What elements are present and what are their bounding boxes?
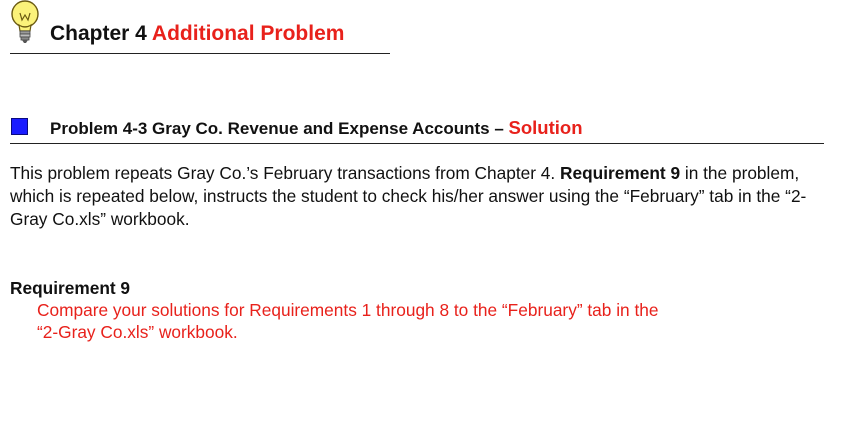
- title-accent: Additional Problem: [151, 22, 345, 45]
- requirement-body: [37, 299, 797, 343]
- lightbulb-icon: [7, 0, 43, 44]
- solution-label: Solution: [508, 117, 583, 138]
- page-title: [50, 20, 344, 48]
- intro-text-2: in the problem, which is repeated below, instructs the student to check his/her answer using the “February” tab in the “2-Gray Co.xls” workbook.: [10, 163, 807, 229]
- problem-label: Problem 4-3 Gray Co. Revenue and Expense Accounts –: [50, 119, 504, 138]
- blue-square-icon: [11, 118, 28, 135]
- requirement-line-2: “2-Gray Co.xls” workbook.: [37, 322, 238, 342]
- intro-text-1: This problem repeats Gray Co.’s February transactions from Chapter 4.: [10, 163, 561, 183]
- intro-paragraph: [10, 162, 840, 231]
- title-divider: [10, 53, 390, 54]
- title-prefix: Chapter 4: [50, 22, 147, 45]
- requirement-line-1: Compare your solutions for Requirements 1 through 8 to the “February” tab in the: [37, 300, 659, 320]
- requirement-title: Requirement 9: [10, 278, 131, 298]
- problem-divider: [10, 143, 824, 144]
- intro-bold: Requirement 9: [560, 163, 681, 183]
- problem-heading: [50, 116, 583, 141]
